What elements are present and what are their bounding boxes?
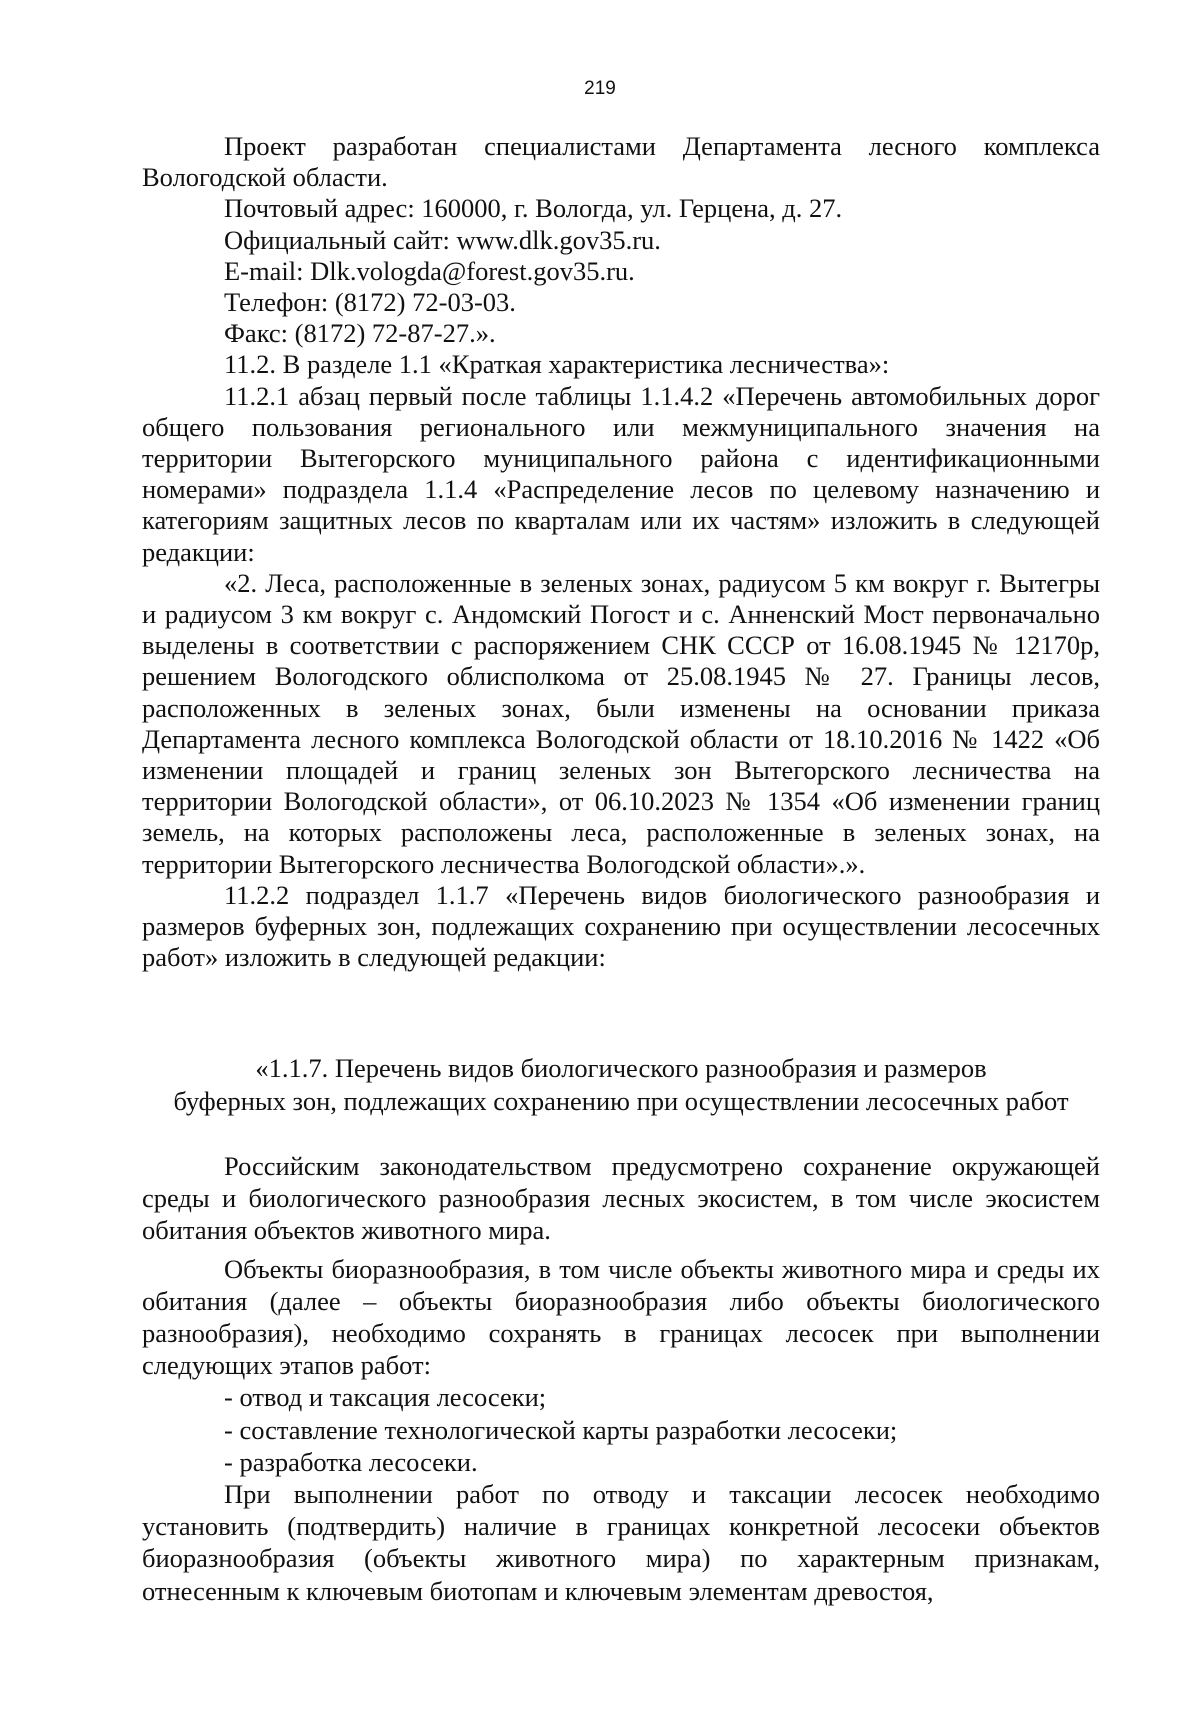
list-item-development: - разработка лесосеки. — [224, 1446, 478, 1477]
paragraph-green-zones: «2. Леса, расположенные в зеленых зонах, радиусом 5 км вокруг г. Вытегры и радиусом 3 км вокруг с. Андомский Погост и с. Анненский Мост первоначально выделены в соответствии с распоряжением СНК СССР от 16.08.1945 № 12170р, решением Вологодского облисполкома от 25.08.1945 № 27. Границы лесов, расположенных в зеленых зонах, были изменены на основании приказа Департамента лесного комплекса Вологодской области от 18.10.2016 № 1422 «Об изменении площадей и границ зеленых зон Вытегорского лесничества на территории Вологодской области», от 06.10.2023 № 1354 «Об изменении границ земель, на которых расположены леса, расположенные в зеленых зонах, на территории Вытегорского лесничества Вологодской области».». — [142, 567, 1100, 879]
page-number: 219 — [584, 78, 616, 99]
paragraph-biodiversity-objects: Объекты биоразнообразия, в том числе объекты животного мира и среды их обитания (далее – объекты биоразнообразия либо объекты биологического разнообразия), необходимо сохранять в границах лесосек при выполнении следующих этапов работ: — [142, 1253, 1100, 1381]
paragraph-project-developer: Проект разработан специалистами Департамента лесного комплекса Вологодской области. — [142, 131, 1100, 193]
paragraph-allotment-works: При выполнении работ по отводу и таксации лесосек необходимо установить (подтвердить) наличие в границах конкретной лесосеки объектов биоразнообразия (объекты животного мира) по характерным признакам, отнесенным к ключевым биотопам и ключевым элементам древостоя, — [142, 1479, 1100, 1606]
paragraph-section-11-2: 11.2. В разделе 1.1 «Краткая характеристика лесничества»: — [224, 349, 890, 380]
paragraph-website: Официальный сайт: www.dlk.gov35.ru. — [224, 224, 661, 255]
body-text-block — [142, 1150, 1100, 1607]
paragraph-postal-address: Почтовый адрес: 160000, г. Вологда, ул. Герцена, д. 27. — [224, 193, 843, 224]
paragraph-phone: Телефон: (8172) 72-03-03. — [224, 287, 516, 318]
section-heading — [132, 1052, 1110, 1118]
section-heading-line-2: буферных зон, подлежащих сохранению при осуществлении лесосечных работ — [173, 1086, 1069, 1116]
list-item-tech-map: - составление технологической карты разработки лесосеки; — [224, 1414, 898, 1445]
paragraph-fax: Факс: (8172) 72-87-27.». — [224, 318, 496, 349]
paragraph-section-11-2-1: 11.2.1 абзац первый после таблицы 1.1.4.2 «Перечень автомобильных дорог общего пользования регионального или межмуниципального значения на территории Вытегорского муниципального района с идентификационными номерами» подраздела 1.1.4 «Распределение лесов по целевому назначению и категориям защитных лесов по кварталам или их частям» изложить в следующей редакции: — [142, 380, 1100, 567]
list-item-allotment: - отвод и таксация лесосеки; — [224, 1382, 547, 1413]
paragraph-legislation: Российским законодательством предусмотрено сохранение окружающей среды и биологического разнообразия лесных экосистем, в том числе экосистем обитания объектов животного мира. — [142, 1151, 1100, 1246]
paragraph-section-11-2-2: 11.2.2 подраздел 1.1.7 «Перечень видов биологического разнообразия и размеров буферных зон, подлежащих сохранению при осуществлении лесосечных работ» изложить в следующей редакции: — [142, 879, 1100, 973]
section-heading-line-1: «1.1.7. Перечень видов биологического разнообразия и размеров — [255, 1053, 987, 1083]
top-text-block — [142, 131, 1100, 973]
paragraph-email: E-mail: Dlk.vologda@forest.gov35.ru. — [224, 255, 635, 286]
